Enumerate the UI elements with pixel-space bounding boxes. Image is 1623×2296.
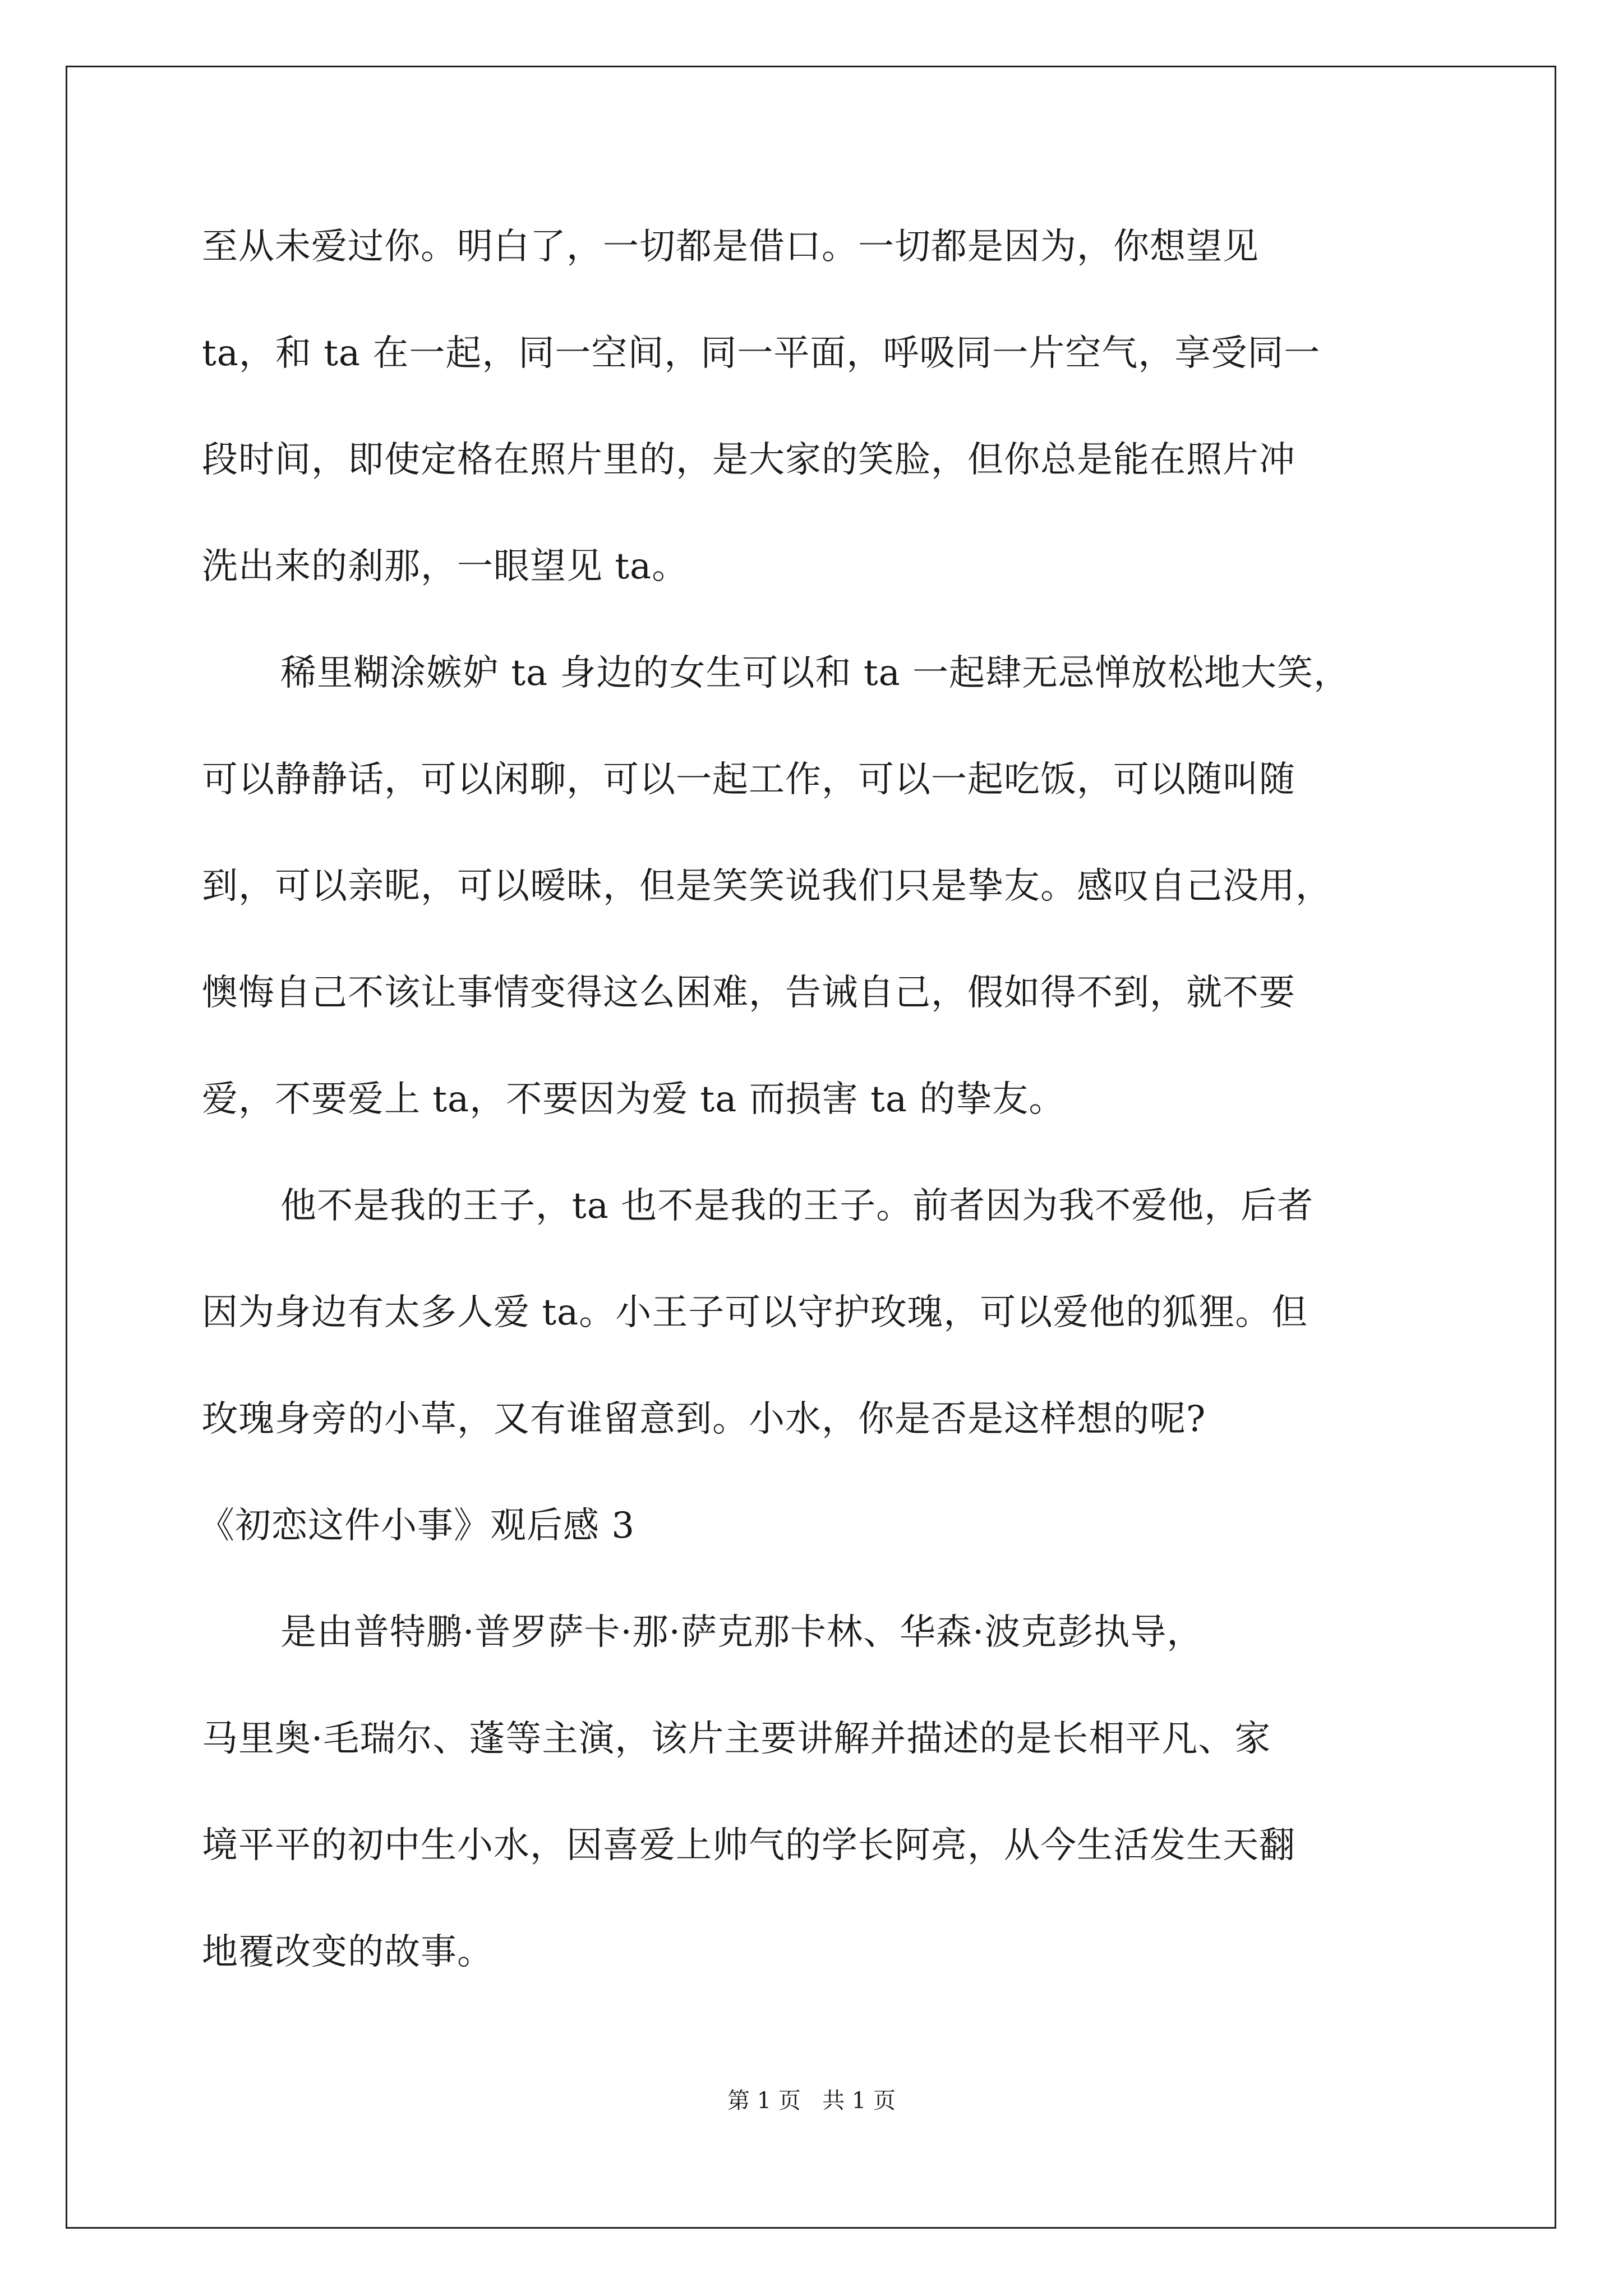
text-line: ta，和 ta 在一起，同一空间，同一平面，呼吸同一片空气，享受同一: [202, 333, 1321, 374]
text-line: 地覆改变的故事。: [202, 1931, 494, 1973]
text-line: 洗出来的刹那，一眼望见 ta。: [202, 546, 689, 587]
text-line: 因为身边有太多人爱 ta。小王子可以守护玫瑰，可以爱他的狐狸。但: [202, 1292, 1308, 1333]
text-line: 懊悔自己不该让事情变得这么困难，告诫自己，假如得不到，就不要: [202, 972, 1295, 1014]
text-line: 爱，不要爱上 ta，不要因为爱 ta 而损害 ta 的挚友。: [202, 1079, 1066, 1120]
page-border: [66, 66, 1556, 2229]
text-line: 他不是我的王子，ta 也不是我的王子。前者因为我不爱他，后者: [280, 1185, 1314, 1227]
text-line: 到，可以亲昵，可以暧昧，但是笑笑说我们只是挚友。感叹自己没用，: [202, 866, 1332, 907]
text-line: 至从未爱过你。明白了，一切都是借口。一切都是因为，你想望见: [202, 226, 1259, 268]
text-line: 可以静静话，可以闲聊，可以一起工作，可以一起吃饭，可以随叫随: [202, 759, 1295, 800]
text-line: 稀里糊涂嫉妒 ta 身边的女生可以和 ta 一起肆无忌惮放松地大笑，: [280, 652, 1350, 694]
text-line: 段时间，即使定格在照片里的，是大家的笑脸，但你总是能在照片冲: [202, 439, 1295, 481]
page-footer: 第 1 页 共 1 页: [727, 2088, 896, 2114]
text-line: 是由普特鹏·普罗萨卡·那·萨克那卡林、华森·波克彭执导，: [280, 1612, 1204, 1653]
text-line: 马里奥·毛瑞尔、蓬等主演，该片主要讲解并描述的是长相平凡、家: [202, 1718, 1271, 1760]
text-line: 境平平的初中生小水，因喜爱上帅气的学长阿亮，从今生活发生天翻: [202, 1825, 1295, 1866]
text-line: 玫瑰身旁的小草，又有谁留意到。小水，你是否是这样想的呢?: [202, 1398, 1206, 1440]
section-heading: 《初恋这件小事》观后感 3: [199, 1505, 635, 1547]
